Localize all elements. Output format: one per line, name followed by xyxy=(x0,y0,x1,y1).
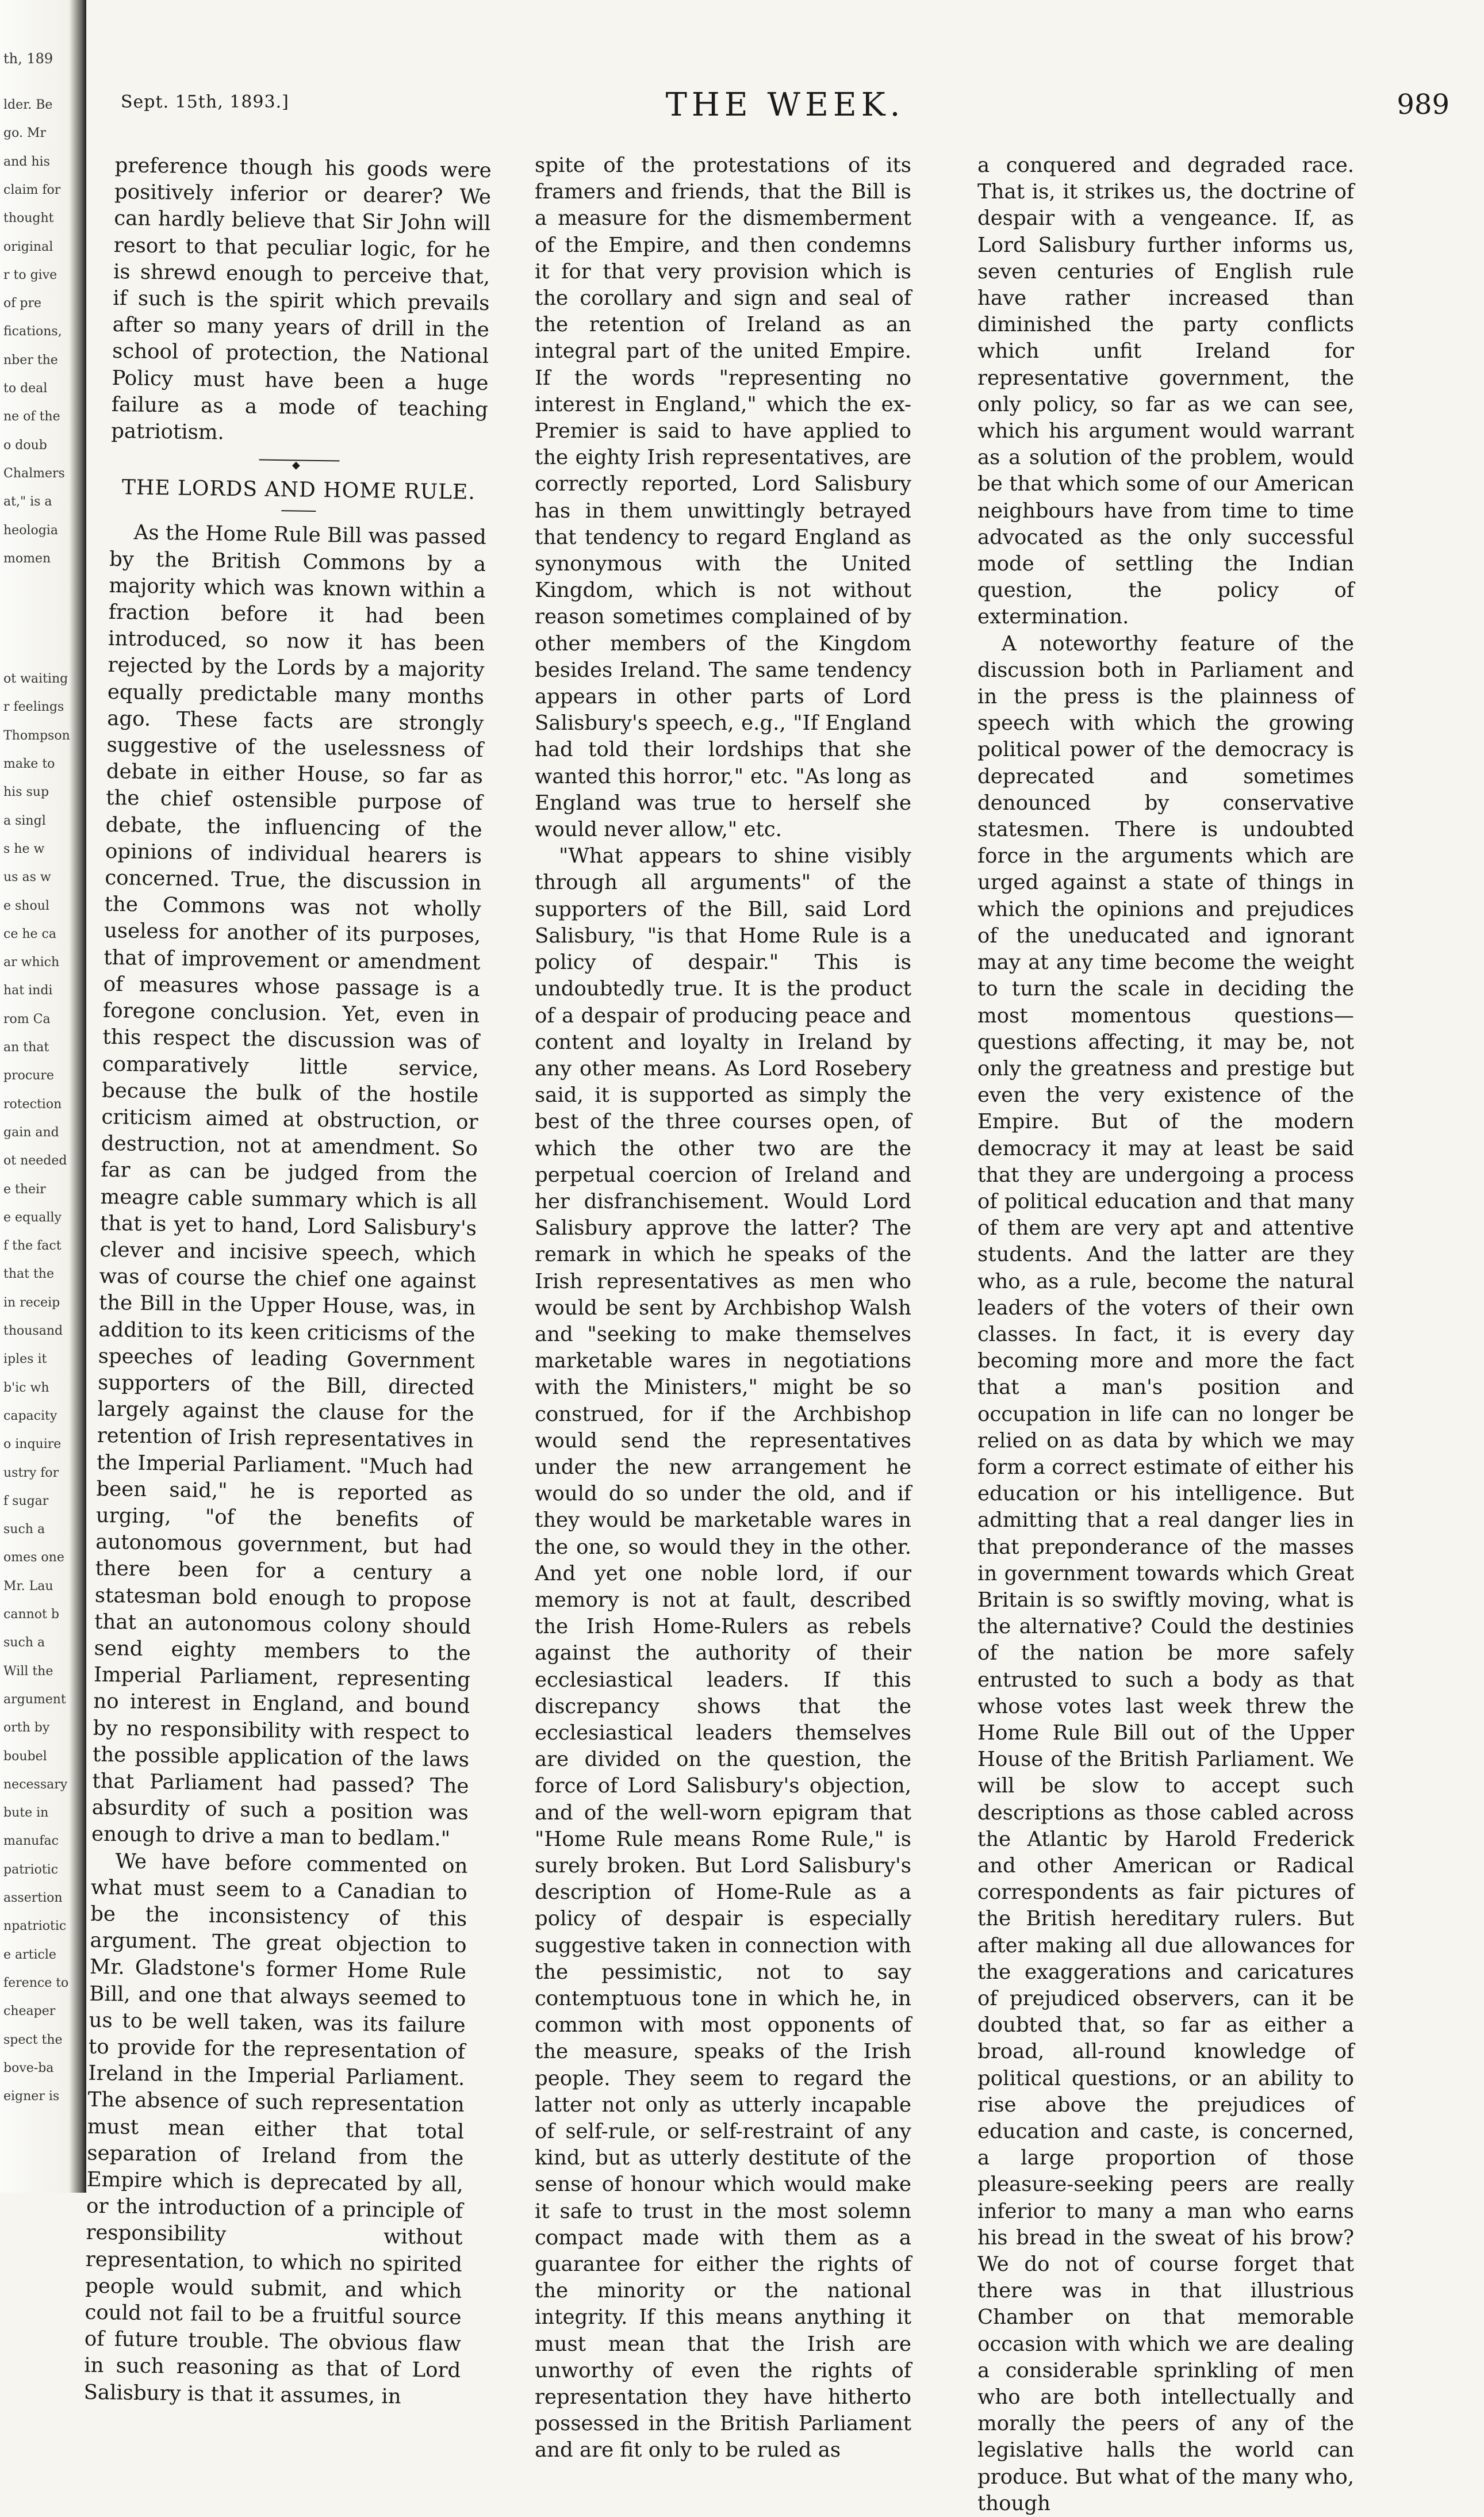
gutter-fragment: his sup xyxy=(3,785,49,800)
paragraph: We have before commented on what must seem to a Canadian to be the inconsistency of this argument. The great objection to Mr. Gladstone's former Home Rule Bill, and one that always seemed to us to be well taken, was its failure to provide for the representation of Ireland in the Imperial Parliament. The absence of such representation must mean either that total separation of Ireland from the Empire which is deprecated by all, or the introduction of a principle of responsibility without representation, to which no spirited people would submit, and which could not fail to be a fruitful source of future trouble. The obvious flaw in such reasoning as that of Lord Salisbury is that it assumes, in xyxy=(83,1849,468,2408)
gutter-fragment: spect the xyxy=(3,2032,63,2047)
paragraph: a conquered and degraded race. That is, it strikes us, the doctrine of despair with a vengeance. If, as Lord Salisbury further informs us, seven centuries of English rule have rather increased than diminished the party conflicts which unfit Ireland for representative government, the only policy, so far as we can see, which his argument would warrant as a solution of the problem, would be that which some of our American neighbours have from time to time advocated as the only successful mode of settling the Indian question, the policy of extermination. xyxy=(977,154,1354,629)
gutter-fragment: ce he ca xyxy=(3,926,56,941)
gutter-fragment: heologia xyxy=(3,523,58,538)
gutter-dateline: th, 189 xyxy=(3,51,53,67)
gutter-fragment: manufac xyxy=(3,1834,59,1849)
gutter-fragment: that the xyxy=(3,1267,54,1282)
gutter-fragment: ne of the xyxy=(3,409,60,424)
gutter-fragment: s he w xyxy=(3,841,45,856)
gutter-fragment: Mr. Lau xyxy=(3,1579,53,1593)
paragraph: "What appears to shine visibly through all arguments" of the supporters of the Bill, said Lord Salisbury, "is that Home Rule is a policy of despair." This is undoubtedly true. It is the product of a despair of producing peace and content and loyalty in Ireland by any other means. As Lord Rosebery said, it is supported as simply the best of the three courses open, of which the other two are the perpetual coercion of Ireland and her disfranchisement. Would Lord Salisbury approve the latter? The remark in which he speaks of the Irish representatives as men who would be sent by Archbishop Walsh and "seeking to make themselves marketable wares in negotiations with the Ministers," might be so construed, for if the Archbishop would send the representatives under the new arrangement he would do so under the old, and if they would be marketable wares in the one, so would they in the other. And yet one noble lord, if our memory is not at fault, described the Irish Home-Rulers as rebels against the authority of their ecclesiastical leaders. If this discrepancy shows that the ecclesiastical leaders themselves are divided on the question, the force of Lord Salisbury's objection, and of the well-worn epigram that "Home Rule means Rome Rule," is surely broken. But Lord Salisbury's description of Home-Rule as a policy of despair is especially suggestive taken in connection with the pessimistic, not to say contemptuous tone in which he, in common with most opponents of the measure, speaks of the Irish people. They seem to regard the latter not only as utterly incapable of self-rule, or self-restraint of any kind, but as utterly destitute of the sense of honour which would make it safe to trust in the most solemn compact made with them as a guarantee for either the rights of the minority or the national integrity. If this means anything it must mean that the Irish are unworthy of even the rights of representation they have hitherto possessed in the British Parliament and are fit only to be ruled as xyxy=(535,844,911,2462)
gutter-fragment: e shoul xyxy=(3,898,49,913)
gutter-fragment: capacity xyxy=(3,1408,57,1423)
gutter-fragment: ot waiting xyxy=(3,672,68,687)
gutter-fragment: us as w xyxy=(3,870,51,885)
page-number: 989 xyxy=(1397,89,1450,121)
gutter-fragment: and his xyxy=(3,154,50,169)
gutter-fragment: e article xyxy=(3,1947,56,1962)
gutter-fragment: hat indi xyxy=(3,983,53,998)
gutter-fragment: such a xyxy=(3,1522,45,1537)
gutter-fragment: momen xyxy=(3,551,51,566)
gutter-fragment: e their xyxy=(3,1182,46,1197)
masthead-title: THE WEEK. xyxy=(665,86,905,124)
gutter-fragment: original xyxy=(3,239,53,254)
gutter-fragment: gain and xyxy=(3,1125,59,1140)
gutter-fragment: an that xyxy=(3,1040,49,1055)
article-headline: THE LORDS AND HOME RULE. xyxy=(121,476,476,505)
gutter-fragment: bove-ba xyxy=(3,2060,54,2075)
gutter-fragment: cannot b xyxy=(3,1607,59,1622)
gutter-fragment: f sugar xyxy=(3,1493,49,1508)
gutter-fragment: npatriotic xyxy=(3,1919,67,1934)
paragraph: spite of the protestations of its framers and friends, that the Bill is a measure for the dismemberment of the Empire, and then condemns it for that very provision which is the corollary and sign and seal of the retention of Ireland as an integral part of the united Empire. If the words "representing no interest in England," which the ex-Premier is said to have applied to the eighty Irish representatives, are correctly reported, Lord Salisbury has in them unwittingly betrayed that tendency to regard England as synonymous with the United Kingdom, which is not without reason sometimes complained of by other members of the Kingdom besides Ireland. The same tendency appears in other parts of Lord Salisbury's speech, e.g., "If England had told their lordships that she wanted this horror," etc. "As long as England was true to herself she would never allow," etc. xyxy=(535,154,911,842)
gutter-fragment: ference to xyxy=(3,1975,69,1990)
gutter-fragment: argument xyxy=(3,1692,66,1707)
gutter-fragment: f the fact xyxy=(3,1239,62,1254)
gutter-fragment: thought xyxy=(3,211,54,226)
gutter-fragment: omes one xyxy=(3,1550,64,1565)
gutter-fragment: assertion xyxy=(3,1891,63,1905)
page-header xyxy=(121,81,1450,132)
gutter-fragment: procure xyxy=(3,1068,54,1083)
gutter-fragment: necessary xyxy=(3,1777,68,1792)
gutter-fragment: r feelings xyxy=(3,700,64,715)
gutter-fragment: lder. Be xyxy=(3,98,53,112)
gutter-fragment: orth by xyxy=(3,1721,50,1736)
gutter-fragment: boubel xyxy=(3,1749,47,1764)
headline-rule xyxy=(281,511,316,512)
gutter-fragment: at," is a xyxy=(3,495,52,509)
paragraph: As the Home Rule Bill was passed by the British Commons by a majority which was known within a fraction before it had been introduced, so now it has been rejected by the Lords by a majority equally predictable many months ago. These facts are strongly suggestive of the uselessness of debate in either House, so far as the chief ostensible purpose of debate, the influencing of the opinions of individual hearers is concerned. True, the discussion in the Commons was not wholly useless for another of its purposes, that of improvement or amendment of measures whose passage is a foregone conclusion. Yet, even in this respect the discussion was of comparatively little service, because the bulk of the hostile criticism aimed at obstruction, or destruction, not at amendment. So far as can be judged from the meagre cable summary which is all that is yet to hand, Lord Salisbury's clever and incisive speech, which was of course the chief one against the Bill in the Upper House, was, in addition to its keen criticisms of the speeches of leading Government supporters of the Bill, directed largely against the clause for the retention of Irish representatives in the Imperial Parliament. "Much had been said," he is reported as urging, "of the benefits of autonomous government, but had there been for a century a statesman bold enough to propose that an autonomous colony should send eighty members to the Imperial Parliament, representing no interest in England, and bound by no responsibility with respect to the possible application of the laws that Parliament had passed? The absurdity of such a position was enough to drive a man to bedlam." xyxy=(91,520,486,1851)
gutter-fragment: to deal xyxy=(3,381,48,396)
gutter-fragment: patriotic xyxy=(3,1862,59,1877)
gutter-fragment: eigner is xyxy=(3,2089,60,2104)
gutter-fragment: nber the xyxy=(3,353,58,367)
gutter-fragment: iples it xyxy=(3,1352,47,1367)
gutter-fragment: claim for xyxy=(3,182,61,197)
paragraph: preference though his goods were positively inferior or dearer? We can hardly believe that Sir John will resort to that peculiar logic, for he is shrewd enough to perceive that, if such is the spirit which prevails after so many years of drill in the school of protection, the National Policy must have been a huge failure as a mode of teaching patriotism. xyxy=(110,153,492,445)
gutter-fragment: Chalmers xyxy=(3,466,65,481)
gutter-fragment: ot needed xyxy=(3,1154,67,1169)
gutter-fragment: rotection xyxy=(3,1097,62,1112)
gutter-fragment: such a xyxy=(3,1635,45,1650)
gutter-fragment: r to give xyxy=(3,267,57,282)
gutter-fragment: rom Ca xyxy=(3,1012,51,1026)
gutter-fragment: go. Mr xyxy=(3,126,46,141)
gutter-fragment: fications, xyxy=(3,324,62,339)
adjacent-page-gutter xyxy=(0,0,86,2193)
gutter-fragment: ar which xyxy=(3,955,60,970)
gutter-fragment: ustry for xyxy=(3,1465,59,1480)
ornamental-rule xyxy=(259,459,339,466)
paragraph: A noteworthy feature of the discussion both in Parliament and in the press is the plainness of speech with which the growing political power of the democracy is deprecated and sometimes denounced by conservative statesmen. There is undoubted force in the arguments which are urged against a state of things in which the opinions and prejudices of the uneducated and ignorant may at any time become the weight to turn the scale in deciding the most momentous questions—questions affecting, it may be, not only the greatness and prestige but even the very existence of the Empire. But of the modern democracy it may at least be said that they are undergoing a process of political education and that many of them are very apt and attentive students. And the latter are they who, as a rule, become the natural leaders of the voters of their own classes. In fact, it is every day becoming more and more the fact that a man's position and occupation in life can no longer be relied on as data by which we may form a correct estimate of either his education or his intelligence. But admitting that a real danger lies in that preponderance of the masses in government towards which Great Britain is so swiftly moving, what is the alternative? Could the destinies of the nation be more safely entrusted to such a body as that whose votes last week threw the Home Rule Bill out of the Upper House of the British Parliament. We will be slow to accept such descriptions as those cabled across the Atlantic by Harold Frederick and other American or Radical correspondents as fair pictures of the British hereditary rulers. But after making all due allowances for the exaggerations and caricatures of prejudiced observers, can it be doubted that, so far as either a broad, all-round knowledge of political questions, or an ability to rise above the prejudices of education and caste, is concerned, a large proportion of those pleasure-seeking peers are really inferior to many a man who earns his bread in the sweat of his brow? We do not of course forget that there was in that illustrious Chamber on that memorable occasion with which we are dealing a considerable sprinkling of men who are both intellectually and morally the peers of any of the legislative halls the world can produce. But what of the many who, though xyxy=(977,631,1354,2515)
gutter-fragment: in receip xyxy=(3,1295,60,1310)
gutter-fragment: bute in xyxy=(3,1806,49,1821)
gutter-fragment: Will the xyxy=(3,1664,53,1679)
gutter-fragment: o inquire xyxy=(3,1437,62,1452)
gutter-fragment: cheaper xyxy=(3,2004,56,2019)
gutter-fragment: Thompson xyxy=(3,728,70,743)
column-right xyxy=(977,152,1354,2515)
header-date: Sept. 15th, 1893.] xyxy=(121,92,289,112)
gutter-fragment: of pre xyxy=(3,296,41,311)
gutter-fragment: a singl xyxy=(3,813,46,828)
gutter-fragment: make to xyxy=(3,757,55,771)
column-middle xyxy=(535,152,911,2462)
gutter-fragment: b'ic wh xyxy=(3,1380,49,1395)
gutter-fragment: e equally xyxy=(3,1210,62,1225)
gutter-fragment: o doub xyxy=(3,438,47,453)
column-left xyxy=(83,152,492,2408)
gutter-fragment: thousand xyxy=(3,1324,63,1338)
